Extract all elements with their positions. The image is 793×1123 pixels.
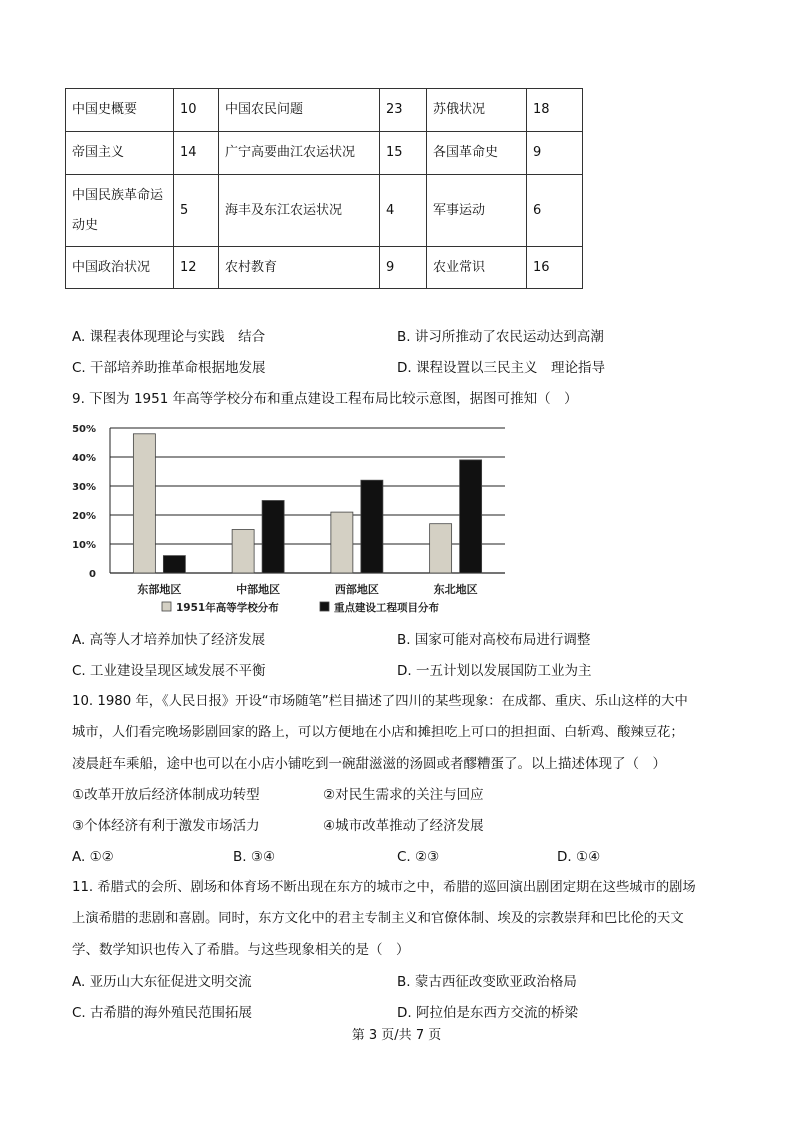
table-cell: 海丰及东江农运状况 bbox=[219, 175, 380, 247]
q11-stem-line-2: 上演希腊的悲剧和喜剧。同时，东方文化中的君主专制主义和官僚体制、埃及的宗教崇拜和巴比伦的天文 bbox=[72, 911, 684, 926]
q8-option-c: C. 干部培养助推革命根据地发展 bbox=[72, 360, 266, 376]
q10-option-c: C. ②③ bbox=[397, 849, 440, 865]
q8-option-d: D. 课程设置以三民主义 理论指导 bbox=[397, 360, 605, 376]
x-tick-label: 东北地区 bbox=[433, 583, 478, 596]
q9-option-d: D. 一五计划以发展国防工业为主 bbox=[397, 663, 592, 679]
q9-option-b: B. 国家可能对高校布局进行调整 bbox=[397, 632, 591, 648]
y-tick-label: 10% bbox=[72, 540, 96, 551]
table-cell: 4 bbox=[380, 175, 427, 247]
table-cell: 14 bbox=[174, 132, 219, 175]
q10-statement-1: ①改革开放后经济体制成功转型 bbox=[72, 787, 260, 803]
x-tick-label: 东部地区 bbox=[137, 583, 182, 596]
bar-project bbox=[163, 556, 185, 573]
q11-option-b: B. 蒙古西征改变欧亚政治格局 bbox=[397, 974, 577, 990]
table-cell: 18 bbox=[527, 89, 583, 132]
table-cell: 广宁高要曲江农运状况 bbox=[219, 132, 380, 175]
course-table bbox=[65, 88, 583, 289]
page-footer: 第 3 页/共 7 页 bbox=[351, 1028, 442, 1043]
table-cell: 帝国主义 bbox=[66, 132, 174, 175]
table-cell: 农业常识 bbox=[427, 247, 527, 289]
q10-statement-4: ④城市改革推动了经济发展 bbox=[323, 818, 484, 834]
bar-university bbox=[430, 524, 452, 573]
y-tick-label: 50% bbox=[72, 424, 96, 435]
q10-stem-line-2: 城市，人们看完晚场影剧回家的路上，可以方便地在小店和摊担吃上可口的担担面、白斩鸡、酸辣豆花； bbox=[72, 725, 684, 740]
y-tick-label: 40% bbox=[72, 453, 96, 464]
legend-label: 1951年高等学校分布 bbox=[176, 602, 279, 614]
q11-option-d: D. 阿拉伯是东西方交流的桥梁 bbox=[397, 1005, 578, 1021]
q11-option-a: A. 亚历山大东征促进文明交流 bbox=[72, 974, 252, 990]
table-cell: 苏俄状况 bbox=[427, 89, 527, 132]
table-cell: 16 bbox=[527, 247, 583, 289]
legend-label: 重点建设工程项目分布 bbox=[334, 602, 439, 614]
legend-swatch bbox=[320, 602, 329, 611]
x-tick-label: 中部地区 bbox=[236, 583, 281, 596]
y-tick-label: 30% bbox=[72, 482, 96, 493]
y-axis-ticks bbox=[72, 424, 96, 580]
table-cell: 各国革命史 bbox=[427, 132, 527, 175]
table-cell: 中国政治状况 bbox=[66, 247, 174, 289]
q8-option-a: A. 课程表体现理论与实践 结合 bbox=[72, 329, 266, 345]
x-tick-label: 西部地区 bbox=[334, 583, 379, 596]
q9-option-c: C. 工业建设呈现区域发展不平衡 bbox=[72, 663, 266, 679]
table-cell: 15 bbox=[380, 132, 427, 175]
legend-swatch bbox=[162, 602, 171, 611]
q10-stem-line-3: 凌晨赶车乘船，途中也可以在小店小铺吃到一碗甜滋滋的汤圆或者醪糟蛋了。以上描述体现了（ ） bbox=[72, 756, 666, 772]
q11-stem-line-1: 11. 希腊式的会所、剧场和体育场不断出现在东方的城市之中，希腊的巡回演出剧团定期在这些城市的剧场 bbox=[72, 880, 696, 895]
table-cell: 6 bbox=[527, 175, 583, 247]
q10-statement-2: ②对民生需求的关注与回应 bbox=[323, 787, 484, 803]
chart-legend bbox=[162, 601, 439, 614]
table-cell: 农村教育 bbox=[219, 247, 380, 289]
table-cell: 军事运动 bbox=[427, 175, 527, 247]
table-row bbox=[66, 89, 583, 132]
table-cell: 中国农民问题 bbox=[219, 89, 380, 132]
chart-bars bbox=[133, 434, 481, 573]
q11-stem-line-3: 学、数学知识也传入了希腊。与这些现象相关的是（ ） bbox=[72, 942, 410, 958]
q9-option-a: A. 高等人才培养加快了经济发展 bbox=[72, 632, 266, 648]
bar-university bbox=[331, 512, 353, 573]
y-tick-label: 20% bbox=[72, 511, 96, 522]
bar-project bbox=[262, 501, 284, 574]
bar-project bbox=[460, 460, 482, 573]
table-cell: 9 bbox=[380, 247, 427, 289]
q9-stem: 9. 下图为 1951 年高等学校分布和重点建设工程布局比较示意图，据图可推知（ ） bbox=[72, 391, 578, 407]
table-row bbox=[66, 175, 583, 247]
q10-option-b: B. ③④ bbox=[233, 849, 276, 865]
q10-option-a: A. ①② bbox=[72, 849, 114, 865]
table-cell: 中国史概要 bbox=[66, 89, 174, 132]
table-cell: 10 bbox=[174, 89, 219, 132]
table-row bbox=[66, 132, 583, 175]
bar-university bbox=[133, 434, 155, 573]
table-row bbox=[66, 247, 583, 289]
bar-project bbox=[361, 480, 383, 573]
q10-stem-line-1: 10. 1980 年，《人民日报》开设“市场随笔”栏目描述了四川的某些现象：在成都、重庆、乐山这样的大中 bbox=[72, 694, 688, 709]
bar-chart bbox=[70, 418, 510, 620]
table-cell: 12 bbox=[174, 247, 219, 289]
table-cell: 中国民族革命运动史 bbox=[66, 175, 174, 247]
q11-option-c: C. 古希腊的海外殖民范围拓展 bbox=[72, 1005, 253, 1021]
q10-statement-3: ③个体经济有利于激发市场活力 bbox=[72, 818, 260, 834]
x-axis-labels bbox=[137, 582, 477, 596]
q10-option-d: D. ①④ bbox=[557, 849, 601, 865]
table-cell: 23 bbox=[380, 89, 427, 132]
table-cell: 5 bbox=[174, 175, 219, 247]
y-tick-label: 0 bbox=[89, 569, 96, 580]
table-cell: 9 bbox=[527, 132, 583, 175]
bar-university bbox=[232, 530, 254, 574]
q8-option-b: B. 讲习所推动了农民运动达到高潮 bbox=[397, 329, 604, 345]
